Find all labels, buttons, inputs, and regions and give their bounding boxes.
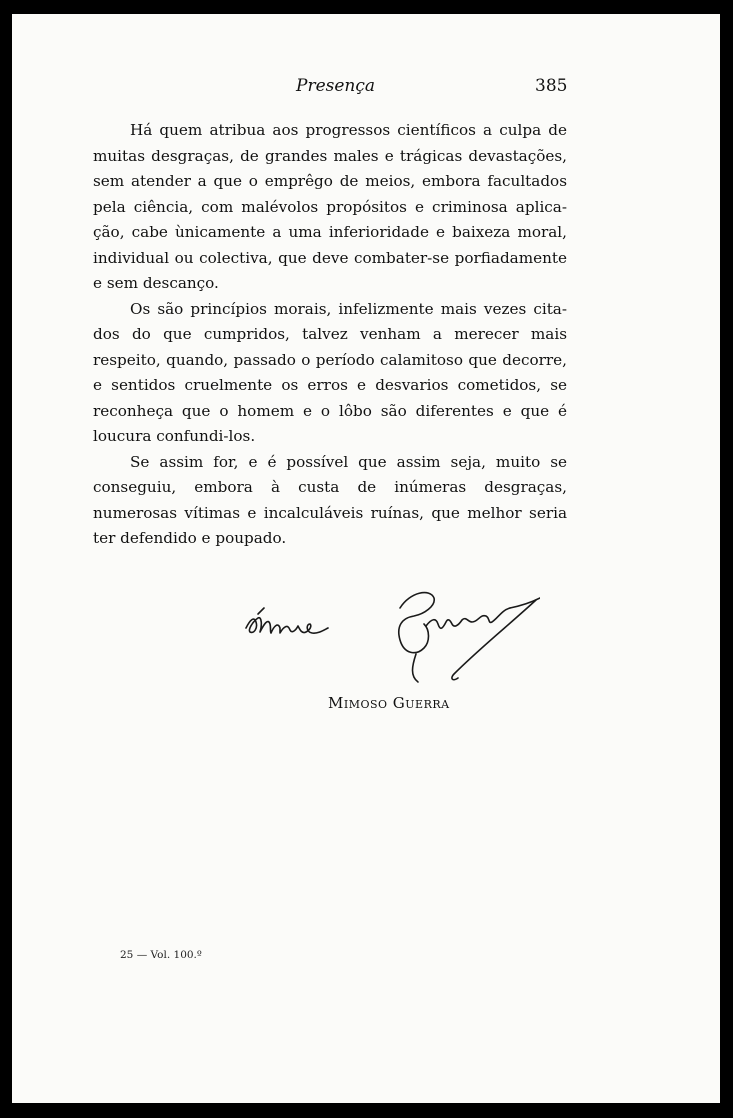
- body-text: [93, 118, 567, 552]
- book-page: [12, 14, 720, 1103]
- author-name: Mimoso Guerra: [328, 694, 450, 712]
- printer-signature-mark: 25 — Vol. 100.º: [120, 949, 202, 961]
- paragraph: Há quem atribua aos progressos científicos a culpa de muitas desgraças, de grandes males e trágicas devastações, sem atender a que o emprêgo de meios, embora facultados pela ciência, com malévolos propósitos e criminosa aplicação, cabe ùnicamente a uma inferioridade e baixeza moral, individual ou colectiva, que deve combater-se porfiadamente e sem descanço.: [93, 121, 567, 292]
- page-number: 385: [535, 76, 568, 96]
- running-title: Presença: [296, 76, 376, 96]
- handwritten-signature: [240, 578, 540, 688]
- paragraph: Se assim for, e é possível que assim seja, muito se conseguiu, embora à custa de inúmeras desgraças, numerosas vítimas e incalculáveis ruínas, que melhor seria ter defendido e poupado.: [93, 452, 567, 547]
- running-head: [12, 76, 720, 100]
- paragraph: Os são princípios morais, infelizmente mais vezes citados do que cumpridos, talvez venham a merecer mais respeito, quando, passado o período calamitoso que decorre, e sentidos cruelmente os erros e desvarios cometidos, se reconheça que o homem e o lôbo são diferentes e que é loucura confundi-los.: [93, 299, 567, 445]
